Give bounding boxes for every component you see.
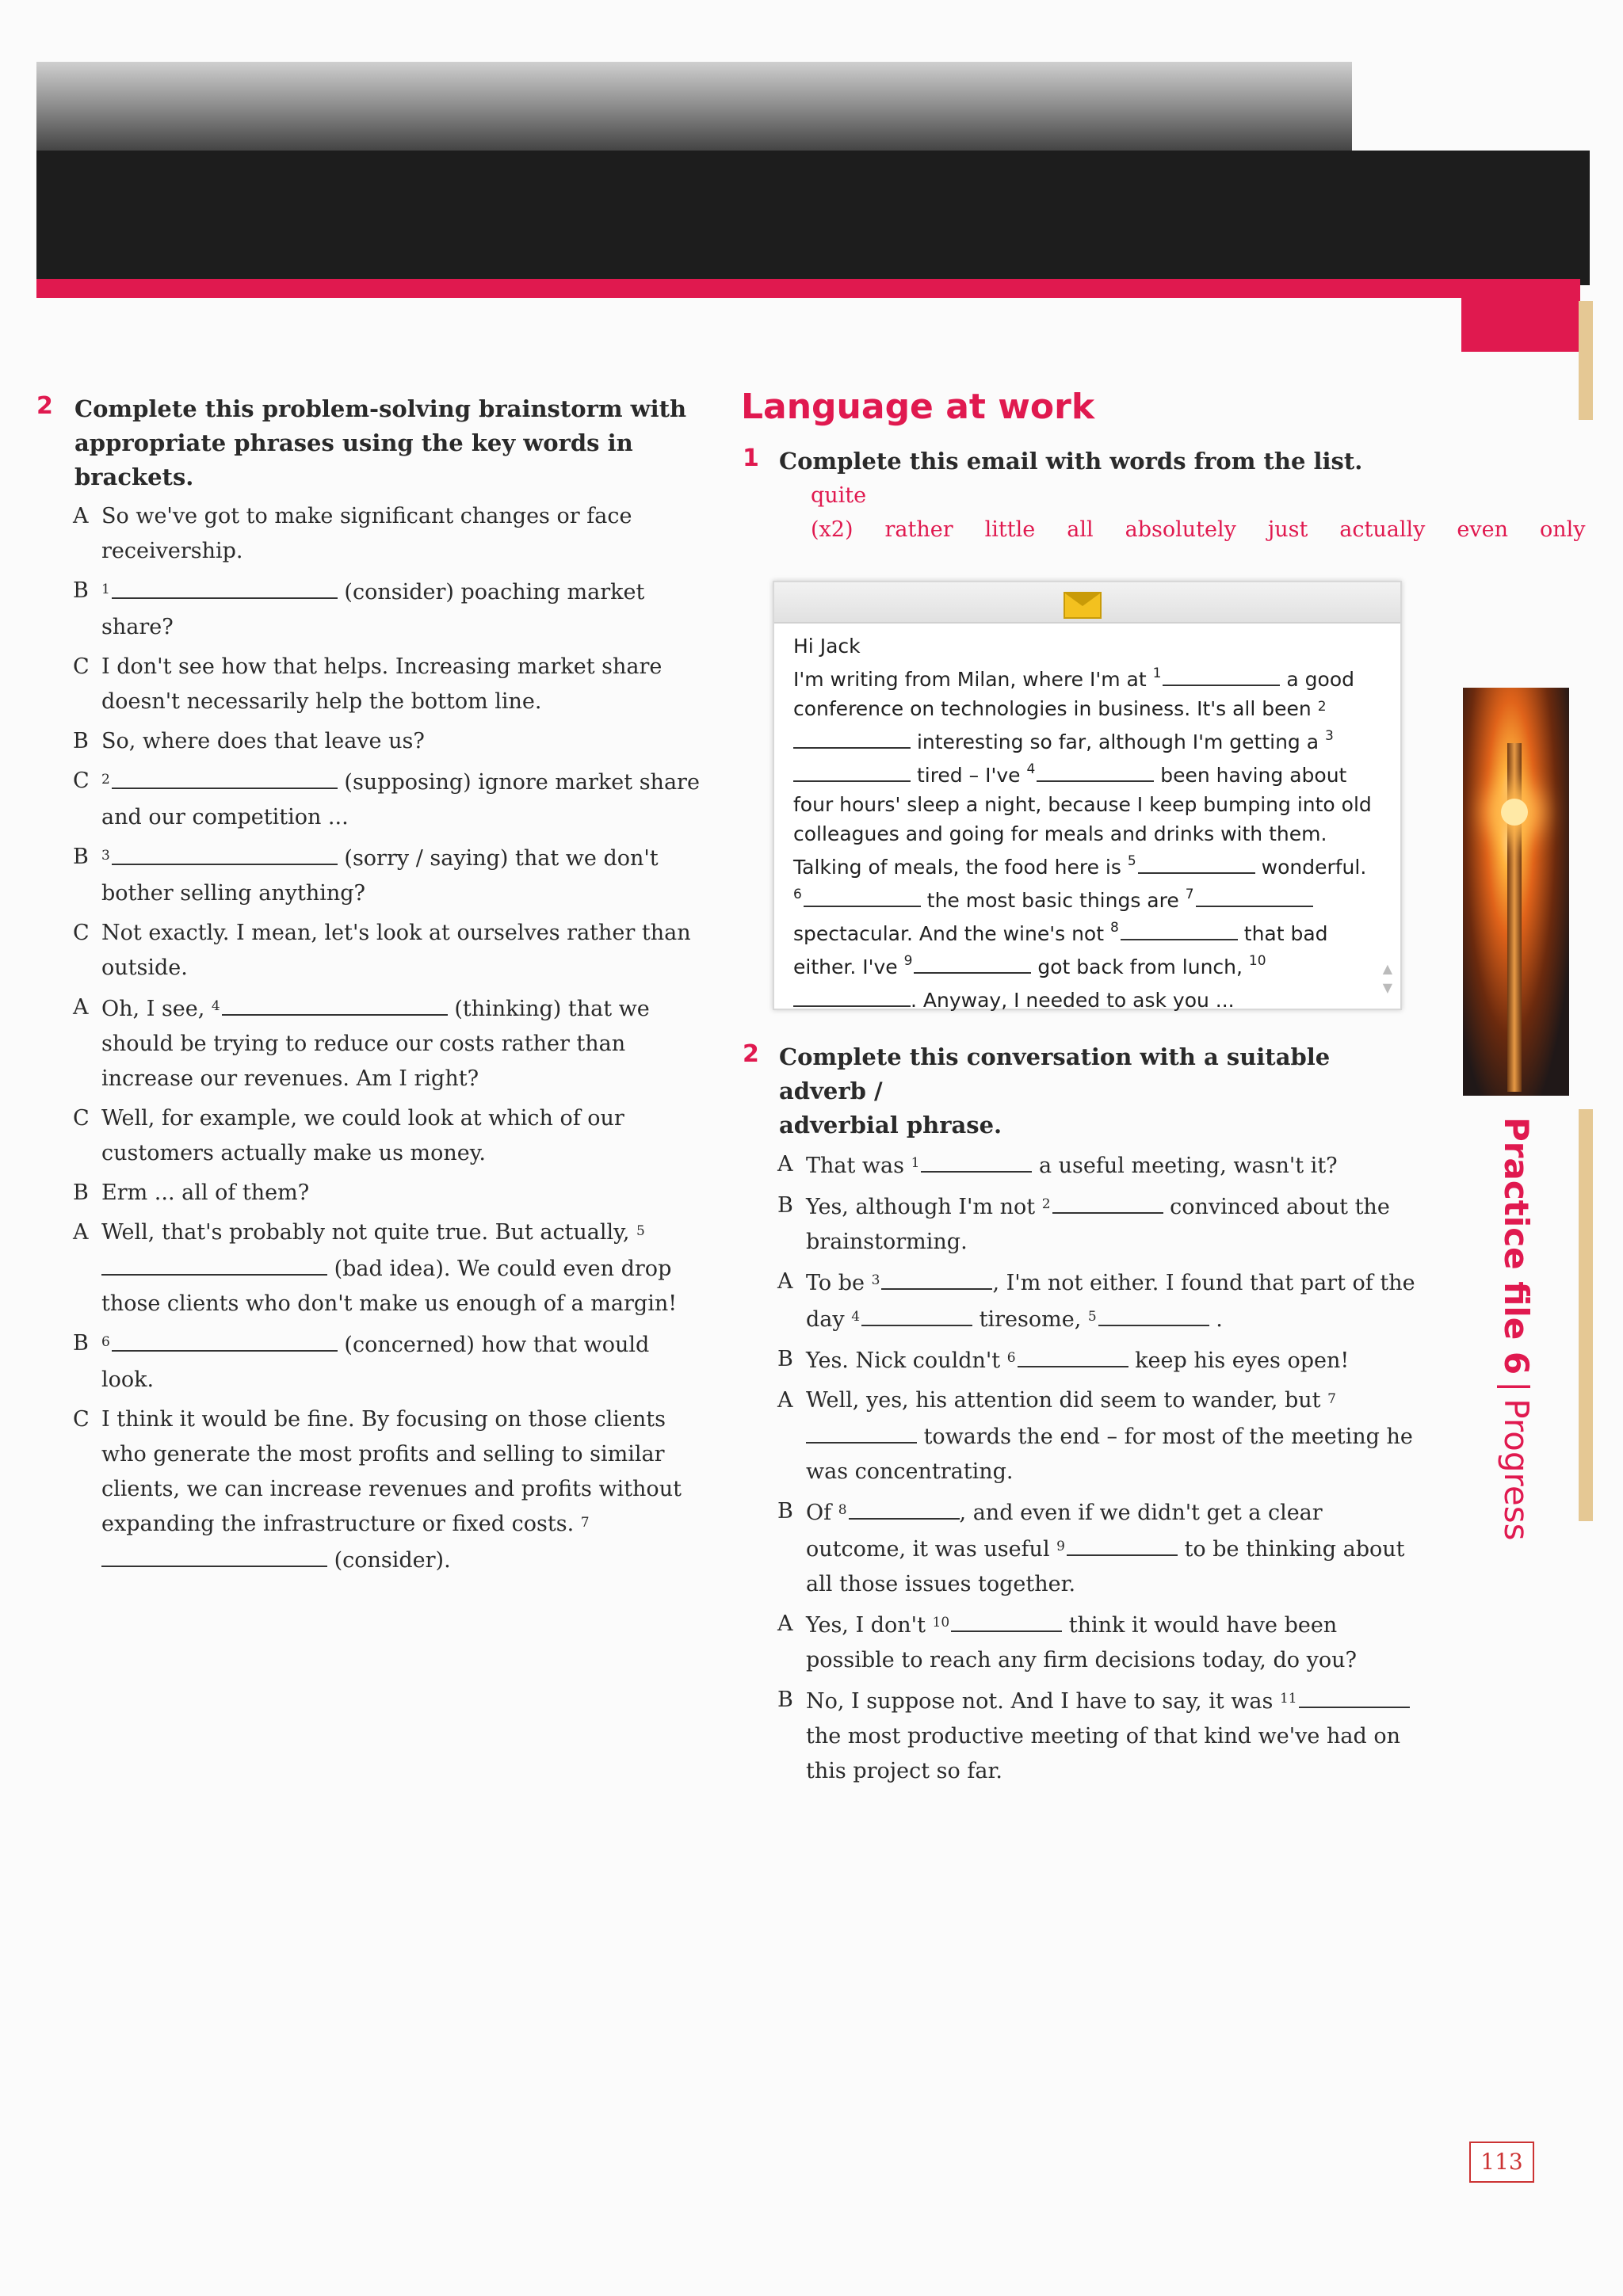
dialogue-line [741, 1264, 1423, 1337]
exercise-number: 2 [36, 392, 53, 420]
conversation-list [741, 1147, 1423, 1789]
blank-number: 11 [1279, 1691, 1297, 1707]
line-text: I think it would be fine. By focusing on those clients who generate the most profits and selling to similar clients, we can increase revenues and profits without expanding the infrastructure or fixed costs. $^7$ (consider). [101, 1407, 682, 1573]
speaker-label: C [73, 1106, 90, 1131]
answer-blank [951, 1607, 1062, 1632]
header-black-band [36, 151, 1590, 285]
word-list [811, 479, 1586, 547]
blank-number: 6 [101, 1334, 110, 1350]
word-option: only [1540, 517, 1586, 542]
answer-blank [112, 840, 338, 865]
blank-number: 10 [932, 1615, 950, 1630]
dialogue-line [36, 764, 702, 835]
scroll-arrows-icon[interactable]: ▲ ▼ [1382, 961, 1392, 995]
blank-number: 6 [1006, 1350, 1016, 1366]
line-text: That was $^1$ a useful meeting, wasn't it? [806, 1147, 1423, 1184]
line-text: $^6$ (concerned) how that would look. [101, 1326, 702, 1398]
exercise-title: Complete this email with words from the list. [779, 448, 1363, 475]
blank-number: 1 [101, 582, 110, 597]
line-text: I don't see how that helps. Increasing market share doesn't necessarily help the bottom line. [101, 654, 663, 714]
adverb-exercise [741, 1040, 1423, 1789]
blank-number: 7 [1327, 1391, 1336, 1407]
line-text: Of $^8$ , and even if we didn't get a clear outcome, it was useful $^9$ to be thinking about all those issues together. [806, 1494, 1423, 1602]
speaker-label: A [73, 1220, 89, 1245]
blank-number: 9 [1056, 1539, 1065, 1554]
blank-number: 2 [101, 772, 110, 788]
word-option: absolutely [1125, 517, 1236, 542]
dialogue-line [741, 1494, 1423, 1602]
dialogue-line [36, 650, 702, 719]
blank-number: 3 [101, 848, 110, 864]
dialogue-line [36, 724, 702, 759]
word-option: quite (x2) [811, 483, 867, 542]
line-text: $^2$ (supposing) ignore market share and our competition ... [101, 764, 702, 835]
answer-blank [806, 1418, 917, 1444]
dialogue-line [36, 1101, 702, 1171]
line-text: Oh, I see, $^4$ (thinking) that we should be trying to reduce our costs rather than increase our revenues. Am I right? [101, 990, 702, 1097]
email-text: I'm writing from Milan, where I'm at $^1$ a good conference on technologies in business. It's all been $^2$ interesting so far, although I'm getting a $^3$ tired – I've $^4$ been having about four hours' sleep a night, because I keep bumping into old colleagues and going for meals and drinks with them. Talking of meals, the food here is $^5$ wonderful. $^6$ the most basic things are $^7$ spectacular. And the wine's not $^8$ that bad either. I've $^9$ got back from lunch, $^{10}$. Anyway, I needed to ask you ... [793, 661, 1376, 1015]
dialogue-line [36, 1326, 702, 1398]
word-option: all [1067, 517, 1094, 542]
dialogue-line [741, 1683, 1423, 1789]
header-scan-band [36, 62, 1352, 157]
header-red-stripe [36, 279, 1463, 298]
line-text: Erm ... all of them? [101, 1180, 310, 1205]
blank-number: 7 [580, 1515, 590, 1531]
dialogue-line [36, 499, 702, 569]
speaker-label: B [73, 729, 89, 753]
line-text: So, where does that leave us? [101, 729, 425, 753]
dialogue-line [36, 916, 702, 986]
answer-blank [112, 574, 338, 599]
dialogue-line [36, 1215, 702, 1322]
answer-blank [1018, 1342, 1128, 1367]
glass-blowing-photo [1463, 688, 1569, 1096]
dialogue-line [36, 840, 702, 911]
answer-blank [112, 1326, 338, 1352]
dialogue-line [36, 1402, 702, 1578]
page-edge-strip [1579, 301, 1593, 420]
speaker-label: B [777, 1347, 793, 1371]
speaker-label: B [73, 845, 89, 869]
answer-blank [881, 1264, 992, 1290]
dialogue-list [36, 499, 702, 1578]
speaker-label: B [777, 1193, 793, 1218]
answer-blank [222, 990, 448, 1016]
line-text: Yes, I don't $^{10}$ think it would have been possible to reach any firm decisions today, do you? [806, 1607, 1423, 1678]
speaker-label: C [73, 769, 90, 793]
practice-file-tab: Practice file 6|Progress [1497, 1117, 1536, 1541]
speaker-label: B [73, 1180, 89, 1205]
dialogue-line [741, 1188, 1423, 1260]
blank-number: 5 [1087, 1309, 1097, 1325]
speaker-label: A [777, 1388, 793, 1413]
speaker-label: C [73, 921, 90, 945]
word-option: even [1457, 517, 1508, 542]
exercise-title: Complete this conversation with a suitable adverb / adverbial phrase. [779, 1043, 1331, 1138]
speaker-label: C [73, 654, 90, 679]
exercise-title: Complete this problem-solving brainstorm with appropriate phrases using the key words in brackets. [74, 395, 687, 490]
line-text: To be $^3$ , I'm not either. I found that part of the day $^4$ tiresome, $^5$ . [806, 1264, 1423, 1337]
blank-number: 1 [911, 1155, 920, 1171]
speaker-label: B [777, 1499, 793, 1524]
dialogue-line [741, 1147, 1423, 1184]
dialogue-line [36, 990, 702, 1097]
page-number: 113 [1469, 2142, 1534, 2183]
email-window [773, 581, 1402, 1010]
email-toolbar [774, 582, 1400, 624]
page-edge-strip [1579, 1109, 1593, 1521]
exercise-number: 1 [743, 444, 759, 472]
line-text: $^1$ (consider) poaching market share? [101, 574, 702, 645]
answer-blank [861, 1301, 972, 1326]
email-greeting: Hi Jack [793, 635, 861, 658]
speaker-label: A [73, 504, 89, 528]
blank-number: 4 [211, 998, 220, 1014]
line-text: $^3$ (sorry / saying) that we don't bother selling anything? [101, 840, 702, 911]
answer-blank [921, 1147, 1032, 1173]
word-option: actually [1339, 517, 1426, 542]
word-option: just [1267, 517, 1308, 542]
line-text: Yes. Nick couldn't $^6$ keep his eyes open! [806, 1342, 1423, 1379]
dialogue-line [36, 1176, 702, 1211]
line-text: Well, for example, we could look at which of our customers actually make us money. [101, 1106, 624, 1165]
answer-blank [1098, 1301, 1209, 1326]
answer-blank [112, 764, 338, 789]
speaker-label: A [777, 1269, 793, 1294]
answer-blank [1067, 1531, 1178, 1556]
line-text: Well, yes, his attention did seem to wander, but $^7$ towards the end – for most of the meeting he was concentrating. [806, 1388, 1413, 1484]
line-text: Yes, although I'm not $^2$ convinced about the brainstorming. [806, 1188, 1423, 1260]
word-option: little [984, 517, 1036, 542]
line-text: Well, that's probably not quite true. But actually, $^5$ (bad idea). We could even drop those clients who don't make us enough of a margin! [101, 1220, 678, 1316]
answer-blank [1052, 1188, 1163, 1214]
speaker-label: A [73, 995, 89, 1020]
dialogue-line [36, 574, 702, 645]
dialogue-line [741, 1383, 1423, 1489]
line-text: Not exactly. I mean, let's look at ourselves rather than outside. [101, 921, 691, 980]
section-heading: Language at work [741, 387, 1095, 427]
speaker-label: B [777, 1688, 793, 1712]
dialogue-line [741, 1607, 1423, 1678]
speaker-label: C [73, 1407, 90, 1432]
brainstorm-exercise [36, 392, 702, 1578]
speaker-label: B [73, 578, 89, 603]
blank-number: 2 [1041, 1196, 1051, 1212]
header-red-block [1461, 279, 1580, 352]
line-text: So we've got to make significant changes or face receivership. [101, 504, 632, 563]
speaker-label: A [777, 1611, 793, 1636]
speaker-label: B [73, 1331, 89, 1356]
blank-number: 3 [871, 1272, 880, 1288]
answer-blank [1299, 1683, 1410, 1708]
blank-number: 5 [636, 1223, 645, 1239]
exercise-number: 2 [743, 1040, 759, 1068]
line-text: No, I suppose not. And I have to say, it was $^{11}$ the most productive meeting of that kind we've had on this project so far. [806, 1683, 1423, 1789]
answer-blank [101, 1250, 327, 1276]
envelope-icon [1064, 592, 1102, 619]
answer-blank [849, 1494, 960, 1520]
blank-number: 8 [838, 1502, 847, 1518]
email-body [774, 624, 1395, 1015]
dialogue-line [741, 1342, 1423, 1379]
speaker-label: A [777, 1152, 793, 1177]
blank-number: 4 [851, 1309, 861, 1325]
word-option: rather [884, 517, 953, 542]
answer-blank [101, 1542, 327, 1567]
